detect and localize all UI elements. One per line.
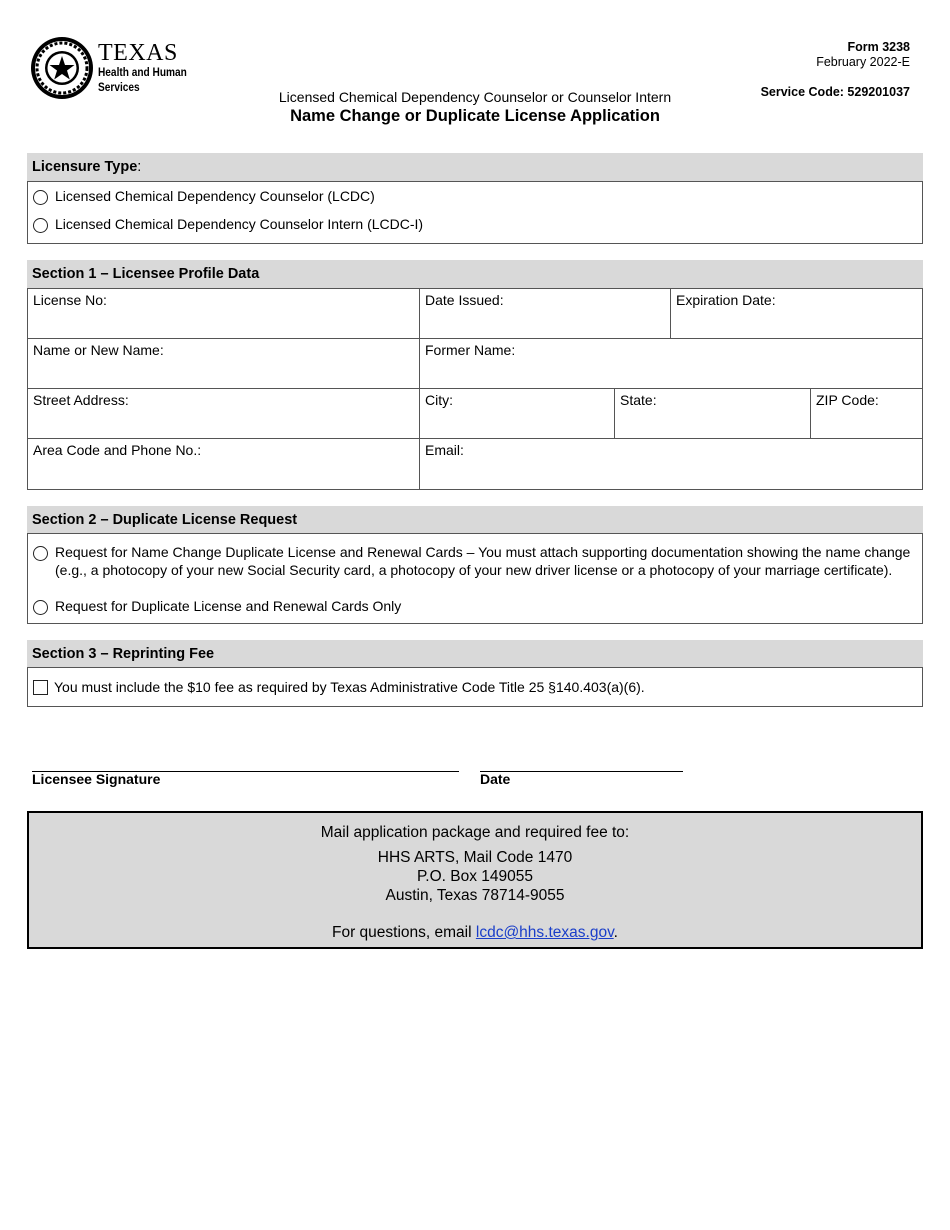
form-title: Name Change or Duplicate License Application bbox=[290, 107, 660, 125]
request-duplicate-only-option[interactable] bbox=[33, 597, 912, 615]
section3-heading: Section 3 – Reprinting Fee bbox=[27, 640, 923, 667]
form-date: February 2022-E bbox=[816, 55, 910, 69]
licensee-profile-grid bbox=[27, 288, 923, 490]
mail-address-line3: Austin, Texas 78714-9055 bbox=[385, 887, 565, 904]
licensure-option-lcdc-i[interactable] bbox=[33, 215, 922, 233]
title-block bbox=[0, 89, 950, 126]
questions-suffix: . bbox=[613, 924, 618, 941]
name-field[interactable] bbox=[28, 339, 420, 388]
request-duplicate-only-label: Request for Duplicate License and Renewal Cards Only bbox=[55, 598, 402, 614]
date-issued-label: Date Issued: bbox=[425, 292, 504, 308]
phone-field[interactable] bbox=[28, 439, 420, 489]
form-subtitle: Licensed Chemical Dependency Counselor or Counselor Intern bbox=[278, 89, 672, 105]
street-address-label: Street Address: bbox=[33, 392, 129, 408]
state-label: State: bbox=[620, 392, 657, 408]
licensure-type-colon: : bbox=[137, 159, 142, 175]
email-field[interactable] bbox=[420, 439, 922, 489]
former-name-field[interactable] bbox=[420, 339, 922, 388]
mail-instructions-box bbox=[27, 811, 923, 949]
duplicate-request-box bbox=[27, 533, 923, 624]
signature-label: Licensee Signature bbox=[32, 771, 161, 787]
city-field[interactable] bbox=[420, 389, 615, 438]
section1-heading: Section 1 – Licensee Profile Data bbox=[27, 260, 923, 288]
licensure-type-box bbox=[27, 181, 923, 244]
expiration-date-field[interactable] bbox=[671, 289, 922, 338]
fee-checkbox[interactable] bbox=[33, 680, 48, 695]
radio-lcdc[interactable] bbox=[33, 190, 48, 205]
licensure-option-label: Licensed Chemical Dependency Counselor (LCDC) bbox=[55, 188, 375, 204]
radio-lcdc-i[interactable] bbox=[33, 218, 48, 233]
date-issued-field[interactable] bbox=[420, 289, 671, 338]
logo-texas-text: TEXAS bbox=[98, 40, 178, 66]
city-label: City: bbox=[425, 392, 453, 408]
expiration-date-label: Expiration Date: bbox=[676, 292, 776, 308]
reprinting-fee-box bbox=[27, 667, 923, 707]
questions-prefix: For questions, email bbox=[332, 924, 476, 941]
request-name-change-option[interactable] bbox=[33, 543, 912, 579]
mail-address-line1: HHS ARTS, Mail Code 1470 bbox=[377, 849, 573, 866]
mail-intro: Mail application package and required fee to: bbox=[320, 824, 630, 841]
logo-hhs-line1: Health and Human bbox=[98, 67, 187, 79]
license-no-field[interactable] bbox=[28, 289, 420, 338]
licensure-option-label: Licensed Chemical Dependency Counselor Intern (LCDC-I) bbox=[55, 216, 424, 232]
request-name-change-label: Request for Name Change Duplicate License and Renewal Cards – You must attach supporting documentation showing the name change (e.g., a photocopy of your new Social Security card, a photocopy of your new driver license or a photocopy of your marriage certificate). bbox=[55, 544, 911, 578]
phone-label: Area Code and Phone No.: bbox=[33, 442, 202, 458]
state-field[interactable] bbox=[615, 389, 811, 438]
fee-checkbox-label: You must include the $10 fee as required by Texas Administrative Code Title 25 §140.403(a)(6). bbox=[54, 679, 645, 695]
section2-heading: Section 2 – Duplicate License Request bbox=[27, 506, 923, 533]
name-label: Name or New Name: bbox=[33, 342, 164, 358]
former-name-label: Former Name: bbox=[425, 342, 516, 358]
licensure-type-label: Licensure Type bbox=[32, 159, 138, 175]
street-address-field[interactable] bbox=[28, 389, 420, 438]
licensure-type-heading bbox=[27, 153, 923, 181]
date-label: Date bbox=[480, 771, 511, 787]
licensure-option-lcdc[interactable] bbox=[33, 187, 922, 205]
date-line[interactable] bbox=[480, 771, 683, 772]
mail-address-line2: P.O. Box 149055 bbox=[416, 868, 534, 885]
contact-email-link[interactable]: lcdc@hhs.texas.gov bbox=[475, 924, 614, 941]
form-number: Form 3238 bbox=[847, 40, 910, 54]
radio-name-change[interactable] bbox=[33, 546, 48, 561]
email-label: Email: bbox=[425, 442, 464, 458]
zip-code-field[interactable] bbox=[811, 389, 922, 438]
logo-hhs-line2: Services bbox=[98, 82, 140, 94]
questions-line bbox=[29, 923, 921, 942]
license-no-label: License No: bbox=[33, 292, 107, 308]
service-code: Service Code: 529201037 bbox=[760, 85, 910, 99]
fee-checkbox-row[interactable] bbox=[33, 678, 922, 696]
radio-duplicate-only[interactable] bbox=[33, 600, 48, 615]
zip-code-label: ZIP Code: bbox=[816, 392, 879, 408]
